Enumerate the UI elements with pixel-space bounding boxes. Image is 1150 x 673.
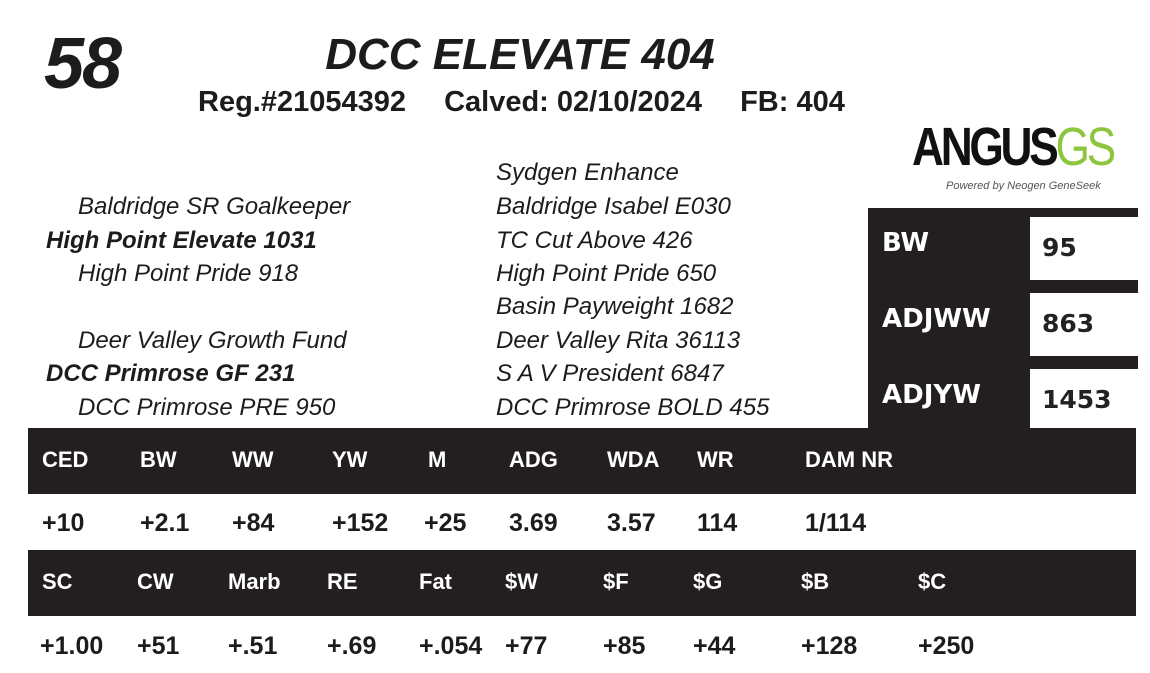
lot-number: 58 <box>44 24 121 104</box>
epd-header: $G <box>693 569 723 594</box>
epd-header: YW <box>332 447 368 472</box>
pedigree-dam: DCC Primrose GF 231 <box>46 360 296 387</box>
epd-header-band-2 <box>28 550 1136 616</box>
angus-gs-logo <box>912 117 1113 200</box>
logo-tagline: Powered by Neogen GeneSeek <box>946 180 1101 192</box>
logo-brand-suffix: GS <box>1055 117 1113 177</box>
pedigree-dam-sire: Deer Valley Growth Fund <box>78 327 347 354</box>
epd-header: Marb <box>228 569 281 594</box>
calved-date: Calved: 02/10/2024 <box>444 86 703 118</box>
pedigree-dam-dam: DCC Primrose PRE 950 <box>78 394 336 421</box>
epd-value: +1.00 <box>40 632 104 660</box>
stat-value: 1453 <box>1042 385 1112 414</box>
pedigree-sire: High Point Elevate 1031 <box>46 227 317 254</box>
epd-header: $C <box>918 569 947 594</box>
epd-header: SC <box>42 569 73 594</box>
epd-value: +.51 <box>228 632 278 660</box>
epd-header: CW <box>137 569 174 594</box>
stat-row-adjyw <box>868 360 1138 430</box>
epd-value: +2.1 <box>140 509 190 537</box>
stat-label: BW <box>882 228 930 258</box>
epd-value: 3.57 <box>607 509 656 537</box>
stat-value: 863 <box>1042 309 1095 338</box>
epd-value: +84 <box>232 509 275 537</box>
epd-header: $W <box>505 569 538 594</box>
epd-header: $B <box>801 569 830 594</box>
pedigree-col2-item: High Point Pride 650 <box>496 260 717 287</box>
epd-value: +.69 <box>327 632 377 660</box>
pedigree-col2-item: Baldridge Isabel E030 <box>496 193 731 220</box>
animal-name: DCC ELEVATE 404 <box>325 30 715 79</box>
registration-line <box>198 88 875 117</box>
epd-value: 1/114 <box>805 509 867 537</box>
epd-value: +51 <box>137 632 180 660</box>
stat-value: 95 <box>1042 233 1077 262</box>
epd-value: +85 <box>603 632 646 660</box>
pedigree-col2-item: Sydgen Enhance <box>496 159 679 186</box>
epd-value: +10 <box>42 509 85 537</box>
logo-brand-main: ANGUS <box>912 117 1056 177</box>
epd-header: Fat <box>419 569 452 594</box>
epd-value: +77 <box>505 632 548 660</box>
pedigree-sire-sire: Baldridge SR Goalkeeper <box>78 193 351 220</box>
epd-header: $F <box>603 569 629 594</box>
stat-label: ADJWW <box>882 304 991 334</box>
epd-header: BW <box>140 447 177 472</box>
pedigree-col2-item: DCC Primrose BOLD 455 <box>496 394 770 421</box>
epd-value: +250 <box>918 632 975 660</box>
pedigree-sire-dam: High Point Pride 918 <box>78 260 299 287</box>
epd-value: 114 <box>697 509 738 537</box>
epd-header: ADG <box>509 447 558 472</box>
epd-value: +152 <box>332 509 389 537</box>
epd-value: +25 <box>424 509 467 537</box>
epd-value: +.054 <box>419 632 483 660</box>
pedigree-col2-item: S A V President 6847 <box>496 360 724 387</box>
epd-header: DAM NR <box>805 447 893 472</box>
fb-number: FB: 404 <box>740 86 845 118</box>
pedigree-col2-item: Deer Valley Rita 36113 <box>496 327 741 354</box>
pedigree-col2-item: Basin Payweight 1682 <box>496 293 734 320</box>
epd-header: M <box>428 447 447 472</box>
stat-row-bw <box>868 208 1138 278</box>
epd-header: WR <box>697 447 734 472</box>
registration-number: Reg.#21054392 <box>198 86 406 118</box>
epd-header: WDA <box>607 447 660 472</box>
pedigree-col2-item: TC Cut Above 426 <box>496 227 693 254</box>
stat-label: ADJYW <box>882 380 981 410</box>
epd-header-band-1 <box>28 428 1136 494</box>
epd-value: +128 <box>801 632 858 660</box>
stat-row-adjww <box>868 284 1138 354</box>
epd-header: WW <box>232 447 274 472</box>
epd-value: 3.69 <box>509 509 558 537</box>
epd-header: RE <box>327 569 358 594</box>
epd-header: CED <box>42 447 89 472</box>
performance-stats <box>868 208 1138 428</box>
epd-value: +44 <box>693 632 736 660</box>
